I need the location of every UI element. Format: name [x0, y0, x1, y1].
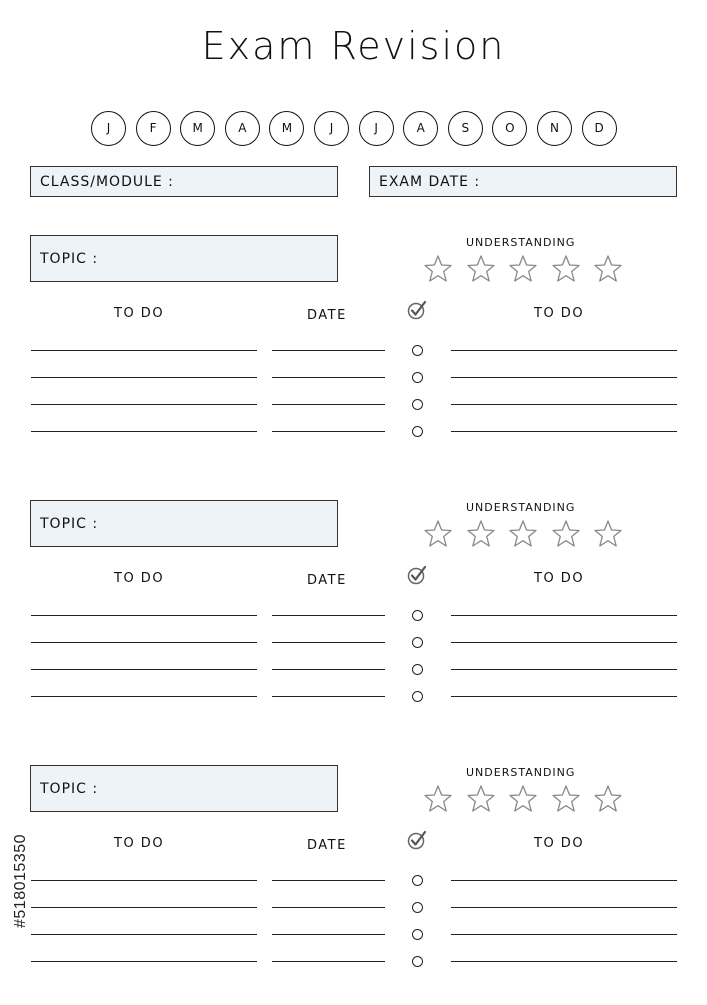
date-line[interactable] — [272, 431, 385, 432]
topic-section-2 — [0, 500, 707, 740]
todo-left-line[interactable] — [31, 404, 257, 405]
row-checkbox-circle[interactable] — [412, 929, 423, 940]
row-checkbox-circle[interactable] — [412, 875, 423, 886]
row-checkbox-circle[interactable] — [412, 426, 423, 437]
todo-left-line[interactable] — [31, 961, 257, 962]
date-line[interactable] — [272, 615, 385, 616]
todo-right-header: TO DO — [534, 836, 585, 851]
month-11-circle[interactable]: N — [537, 111, 572, 146]
month-12-circle[interactable]: D — [582, 111, 617, 146]
date-line[interactable] — [272, 880, 385, 881]
month-6-circle[interactable]: J — [314, 111, 349, 146]
todo-right-line[interactable] — [451, 642, 677, 643]
todo-left-line[interactable] — [31, 934, 257, 935]
date-line[interactable] — [272, 907, 385, 908]
topic-label: TOPIC : — [40, 250, 99, 267]
star-icon[interactable] — [423, 784, 453, 814]
todo-left-line[interactable] — [31, 696, 257, 697]
todo-right-line[interactable] — [451, 934, 677, 935]
topic-section-3 — [0, 765, 707, 1005]
todo-left-line[interactable] — [31, 350, 257, 351]
row-checkbox-circle[interactable] — [412, 664, 423, 675]
topic-field[interactable] — [30, 500, 338, 547]
row-checkbox-circle[interactable] — [412, 372, 423, 383]
topic-label: TOPIC : — [40, 780, 99, 797]
todo-right-line[interactable] — [451, 961, 677, 962]
topic-section-1 — [0, 235, 707, 475]
star-icon[interactable] — [551, 254, 581, 284]
todo-right-line[interactable] — [451, 880, 677, 881]
star-icon[interactable] — [551, 784, 581, 814]
topic-field[interactable] — [30, 765, 338, 812]
date-line[interactable] — [272, 377, 385, 378]
class-module-label: CLASS/MODULE : — [40, 173, 174, 190]
exam-date-field[interactable] — [369, 166, 677, 197]
row-checkbox-circle[interactable] — [412, 610, 423, 621]
star-icon[interactable] — [593, 784, 623, 814]
understanding-label: UNDERSTANDING — [466, 501, 576, 514]
star-icon[interactable] — [551, 519, 581, 549]
todo-left-header: TO DO — [114, 306, 165, 321]
star-icon[interactable] — [508, 784, 538, 814]
todo-right-line[interactable] — [451, 907, 677, 908]
date-line[interactable] — [272, 961, 385, 962]
date-line[interactable] — [272, 669, 385, 670]
exam-date-label: EXAM DATE : — [379, 173, 481, 190]
todo-right-header: TO DO — [534, 571, 585, 586]
star-icon[interactable] — [593, 254, 623, 284]
star-icon[interactable] — [593, 519, 623, 549]
todo-right-line[interactable] — [451, 350, 677, 351]
page-title: Exam Revision — [201, 24, 506, 68]
todo-left-line[interactable] — [31, 431, 257, 432]
month-9-circle[interactable]: S — [448, 111, 483, 146]
month-3-circle[interactable]: M — [180, 111, 215, 146]
date-line[interactable] — [272, 350, 385, 351]
todo-right-line[interactable] — [451, 669, 677, 670]
star-icon[interactable] — [466, 519, 496, 549]
todo-right-line[interactable] — [451, 431, 677, 432]
todo-left-header: TO DO — [114, 836, 165, 851]
star-icon[interactable] — [508, 254, 538, 284]
topic-label: TOPIC : — [40, 515, 99, 532]
check-circle-icon — [406, 564, 428, 586]
stock-id-text: #518015350 — [12, 834, 29, 928]
star-icon[interactable] — [508, 519, 538, 549]
todo-right-line[interactable] — [451, 696, 677, 697]
understanding-label: UNDERSTANDING — [466, 236, 576, 249]
month-2-circle[interactable]: F — [136, 111, 171, 146]
row-checkbox-circle[interactable] — [412, 691, 423, 702]
month-1-circle[interactable]: J — [91, 111, 126, 146]
todo-left-line[interactable] — [31, 880, 257, 881]
todo-right-line[interactable] — [451, 404, 677, 405]
month-10-circle[interactable]: O — [492, 111, 527, 146]
todo-right-line[interactable] — [451, 377, 677, 378]
month-4-circle[interactable]: A — [225, 111, 260, 146]
date-header: DATE — [307, 308, 347, 323]
star-icon[interactable] — [423, 519, 453, 549]
todo-left-line[interactable] — [31, 377, 257, 378]
understanding-label: UNDERSTANDING — [466, 766, 576, 779]
row-checkbox-circle[interactable] — [412, 637, 423, 648]
todo-left-line[interactable] — [31, 669, 257, 670]
todo-left-line[interactable] — [31, 907, 257, 908]
row-checkbox-circle[interactable] — [412, 902, 423, 913]
row-checkbox-circle[interactable] — [412, 399, 423, 410]
class-module-field[interactable] — [30, 166, 338, 197]
check-circle-icon — [406, 829, 428, 851]
month-7-circle[interactable]: J — [359, 111, 394, 146]
star-icon[interactable] — [466, 784, 496, 814]
date-header: DATE — [307, 573, 347, 588]
date-line[interactable] — [272, 696, 385, 697]
month-5-circle[interactable]: M — [269, 111, 304, 146]
todo-left-header: TO DO — [114, 571, 165, 586]
topic-field[interactable] — [30, 235, 338, 282]
date-line[interactable] — [272, 934, 385, 935]
date-header: DATE — [307, 838, 347, 853]
month-8-circle[interactable]: A — [403, 111, 438, 146]
row-checkbox-circle[interactable] — [412, 956, 423, 967]
understanding-rating — [423, 254, 628, 284]
understanding-rating — [423, 784, 628, 814]
check-circle-icon — [406, 299, 428, 321]
star-icon[interactable] — [466, 254, 496, 284]
understanding-rating — [423, 519, 628, 549]
row-checkbox-circle[interactable] — [412, 345, 423, 356]
star-icon[interactable] — [423, 254, 453, 284]
todo-right-line[interactable] — [451, 615, 677, 616]
date-line[interactable] — [272, 642, 385, 643]
todo-right-header: TO DO — [534, 306, 585, 321]
todo-left-line[interactable] — [31, 642, 257, 643]
date-line[interactable] — [272, 404, 385, 405]
todo-left-line[interactable] — [31, 615, 257, 616]
